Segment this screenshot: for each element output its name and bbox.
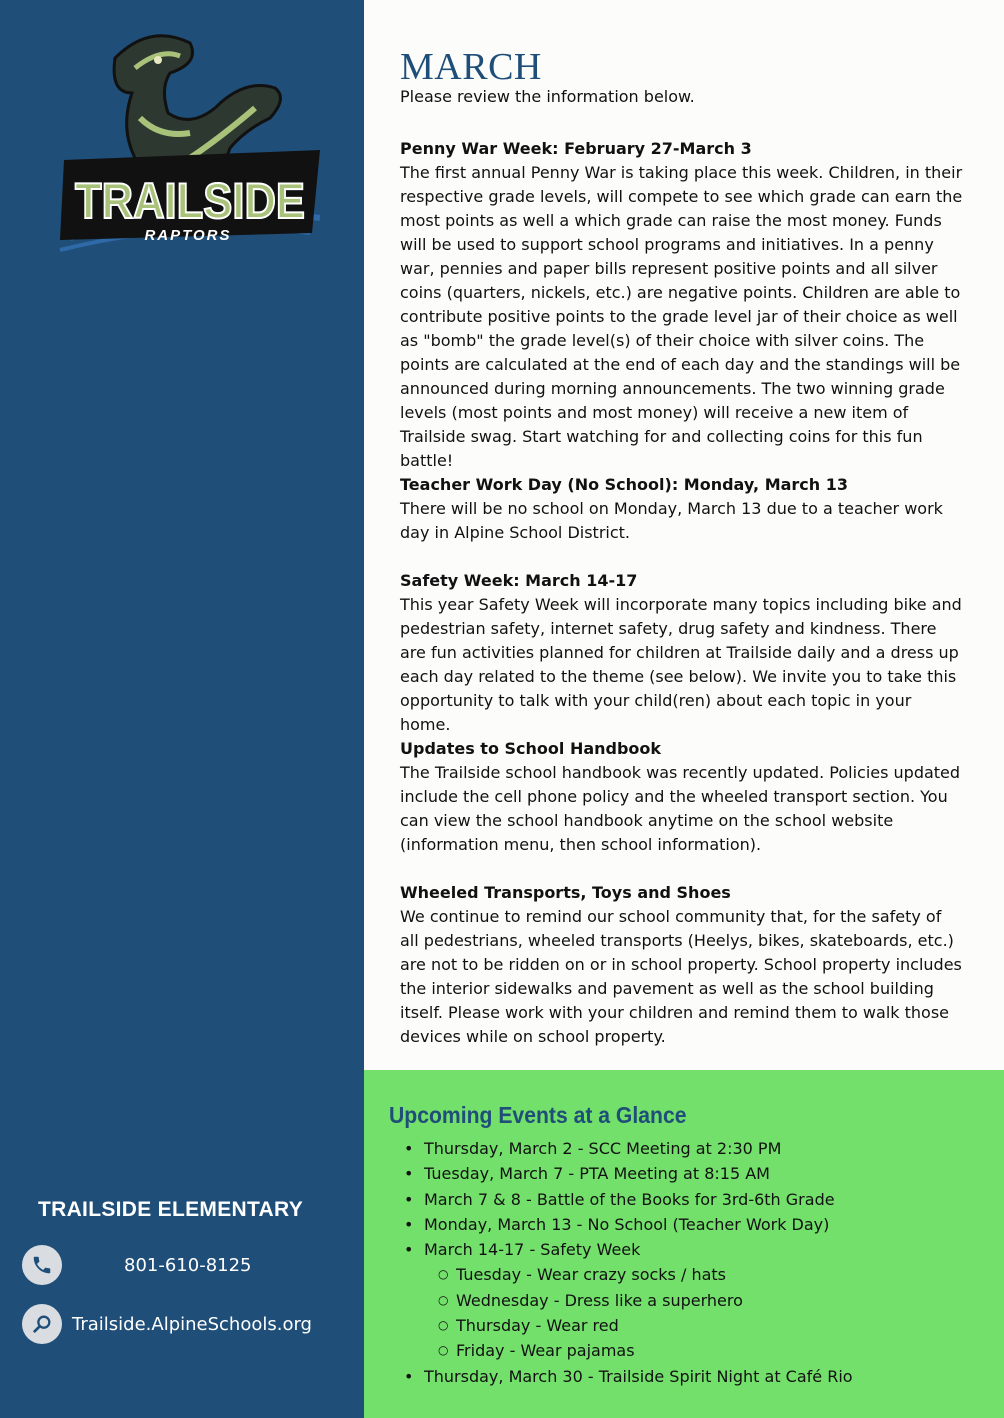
list-item: • Tuesday, March 7 - PTA Meeting at 8:15 AM [424, 1161, 984, 1186]
phone-row[interactable] [22, 1245, 252, 1285]
search-icon [22, 1304, 62, 1344]
list-item-safety-week [424, 1237, 984, 1363]
events-list [424, 1136, 984, 1389]
section-body: The first annual Penny War is taking place this week. Children, in their respective grade levels, will compete to see which grade can earn the most points as well a which grade can raise the most money. Funds will be used to support school programs and initiatives. In a penny war, pennies and paper bills represent positive points and all silver coins (quarters, nickels, etc.) are negative points. Children are able to contribute positive points to the grade level jar of their choice as well as "bomb" the grade level(s) of their choice with silver coins. The points are calculated at the end of each day and the standings will be announced during morning announcements. The two winning grade levels (most points and most money) will receive a new item of Trailside swag. Start watching for and collecting coins for this fun battle! [400, 163, 963, 470]
section-heading: Penny War Week: February 27-March 3 [400, 139, 752, 158]
trailside-raptors-logo [40, 18, 340, 278]
phone-number: 801-610-8125 [124, 1254, 252, 1276]
section-heading: Safety Week: March 14-17 [400, 571, 638, 590]
section-body: We continue to remind our school community that, for the safety of all pedestrians, wheeled transports (Heelys, bikes, skateboards, etc.) are not to be ridden on or in school property. School property includes the interior sidewalks and pavement as well as the school building itself. Please work with your children and remind them to walk those devices while on school property. [400, 907, 962, 1046]
section-body: The Trailside school handbook was recently updated. Policies updated include the cell phone policy and the wheeled transport section. You can view the school handbook anytime on the school website (information menu, then school information). [400, 763, 961, 854]
section-safety-week [400, 569, 965, 737]
svg-text:RAPTORS: RAPTORS [144, 227, 232, 244]
sub-list-item: ○ Thursday - Wear red [456, 1313, 984, 1338]
list-item: • Monday, March 13 - No School (Teacher Work Day) [424, 1212, 984, 1237]
phone-icon [22, 1245, 62, 1285]
section-teacher-work-day [400, 473, 965, 545]
sub-list-item: ○ Tuesday - Wear crazy socks / hats [456, 1262, 984, 1287]
list-item: • March 7 & 8 - Battle of the Books for 3rd-6th Grade [424, 1187, 984, 1212]
section-wheeled-transports [400, 881, 965, 1049]
section-penny-war [400, 137, 965, 473]
sub-list-item: ○ Friday - Wear pajamas [456, 1338, 984, 1363]
section-heading: Teacher Work Day (No School): Monday, March 13 [400, 475, 849, 494]
upcoming-events-panel [364, 1070, 1004, 1418]
svg-text:TRAILSIDE: TRAILSIDE [75, 173, 305, 229]
list-item: • Thursday, March 30 - Trailside Spirit Night at Café Rio [424, 1364, 984, 1389]
website-row[interactable] [22, 1304, 312, 1344]
sub-list-item: ○ Wednesday - Dress like a superhero [456, 1288, 984, 1313]
list-item-label: March 14-17 - Safety Week [424, 1240, 641, 1260]
website-link[interactable]: Trailside.AlpineSchools.org [72, 1313, 312, 1335]
events-title: Upcoming Events at a Glance [389, 1102, 687, 1128]
section-handbook [400, 737, 965, 857]
section-body: This year Safety Week will incorporate many topics including bike and pedestrian safety, internet safety, drug safety and kindness. There are fun activities planned for children at Trailside daily and a dress up each day related to the theme (see below). We invite you to take this opportunity to talk with your child(ren) about each topic in your home. [400, 595, 962, 734]
raptor-logo-graphic [40, 18, 340, 278]
section-heading: Wheeled Transports, Toys and Shoes [400, 883, 731, 902]
newsletter-body [364, 0, 1004, 1070]
school-name: TRAILSIDE ELEMENTARY [38, 1198, 304, 1221]
section-heading: Updates to School Handbook [400, 739, 662, 758]
safety-week-sublist [424, 1262, 984, 1363]
section-body: There will be no school on Monday, March 13 due to a teacher work day in Alpine School District. [400, 499, 943, 542]
list-item: • Thursday, March 2 - SCC Meeting at 2:30 PM [424, 1136, 984, 1161]
page-title: MARCH [400, 46, 542, 88]
sidebar [0, 0, 364, 1418]
intro-text: Please review the information below. [400, 87, 695, 106]
